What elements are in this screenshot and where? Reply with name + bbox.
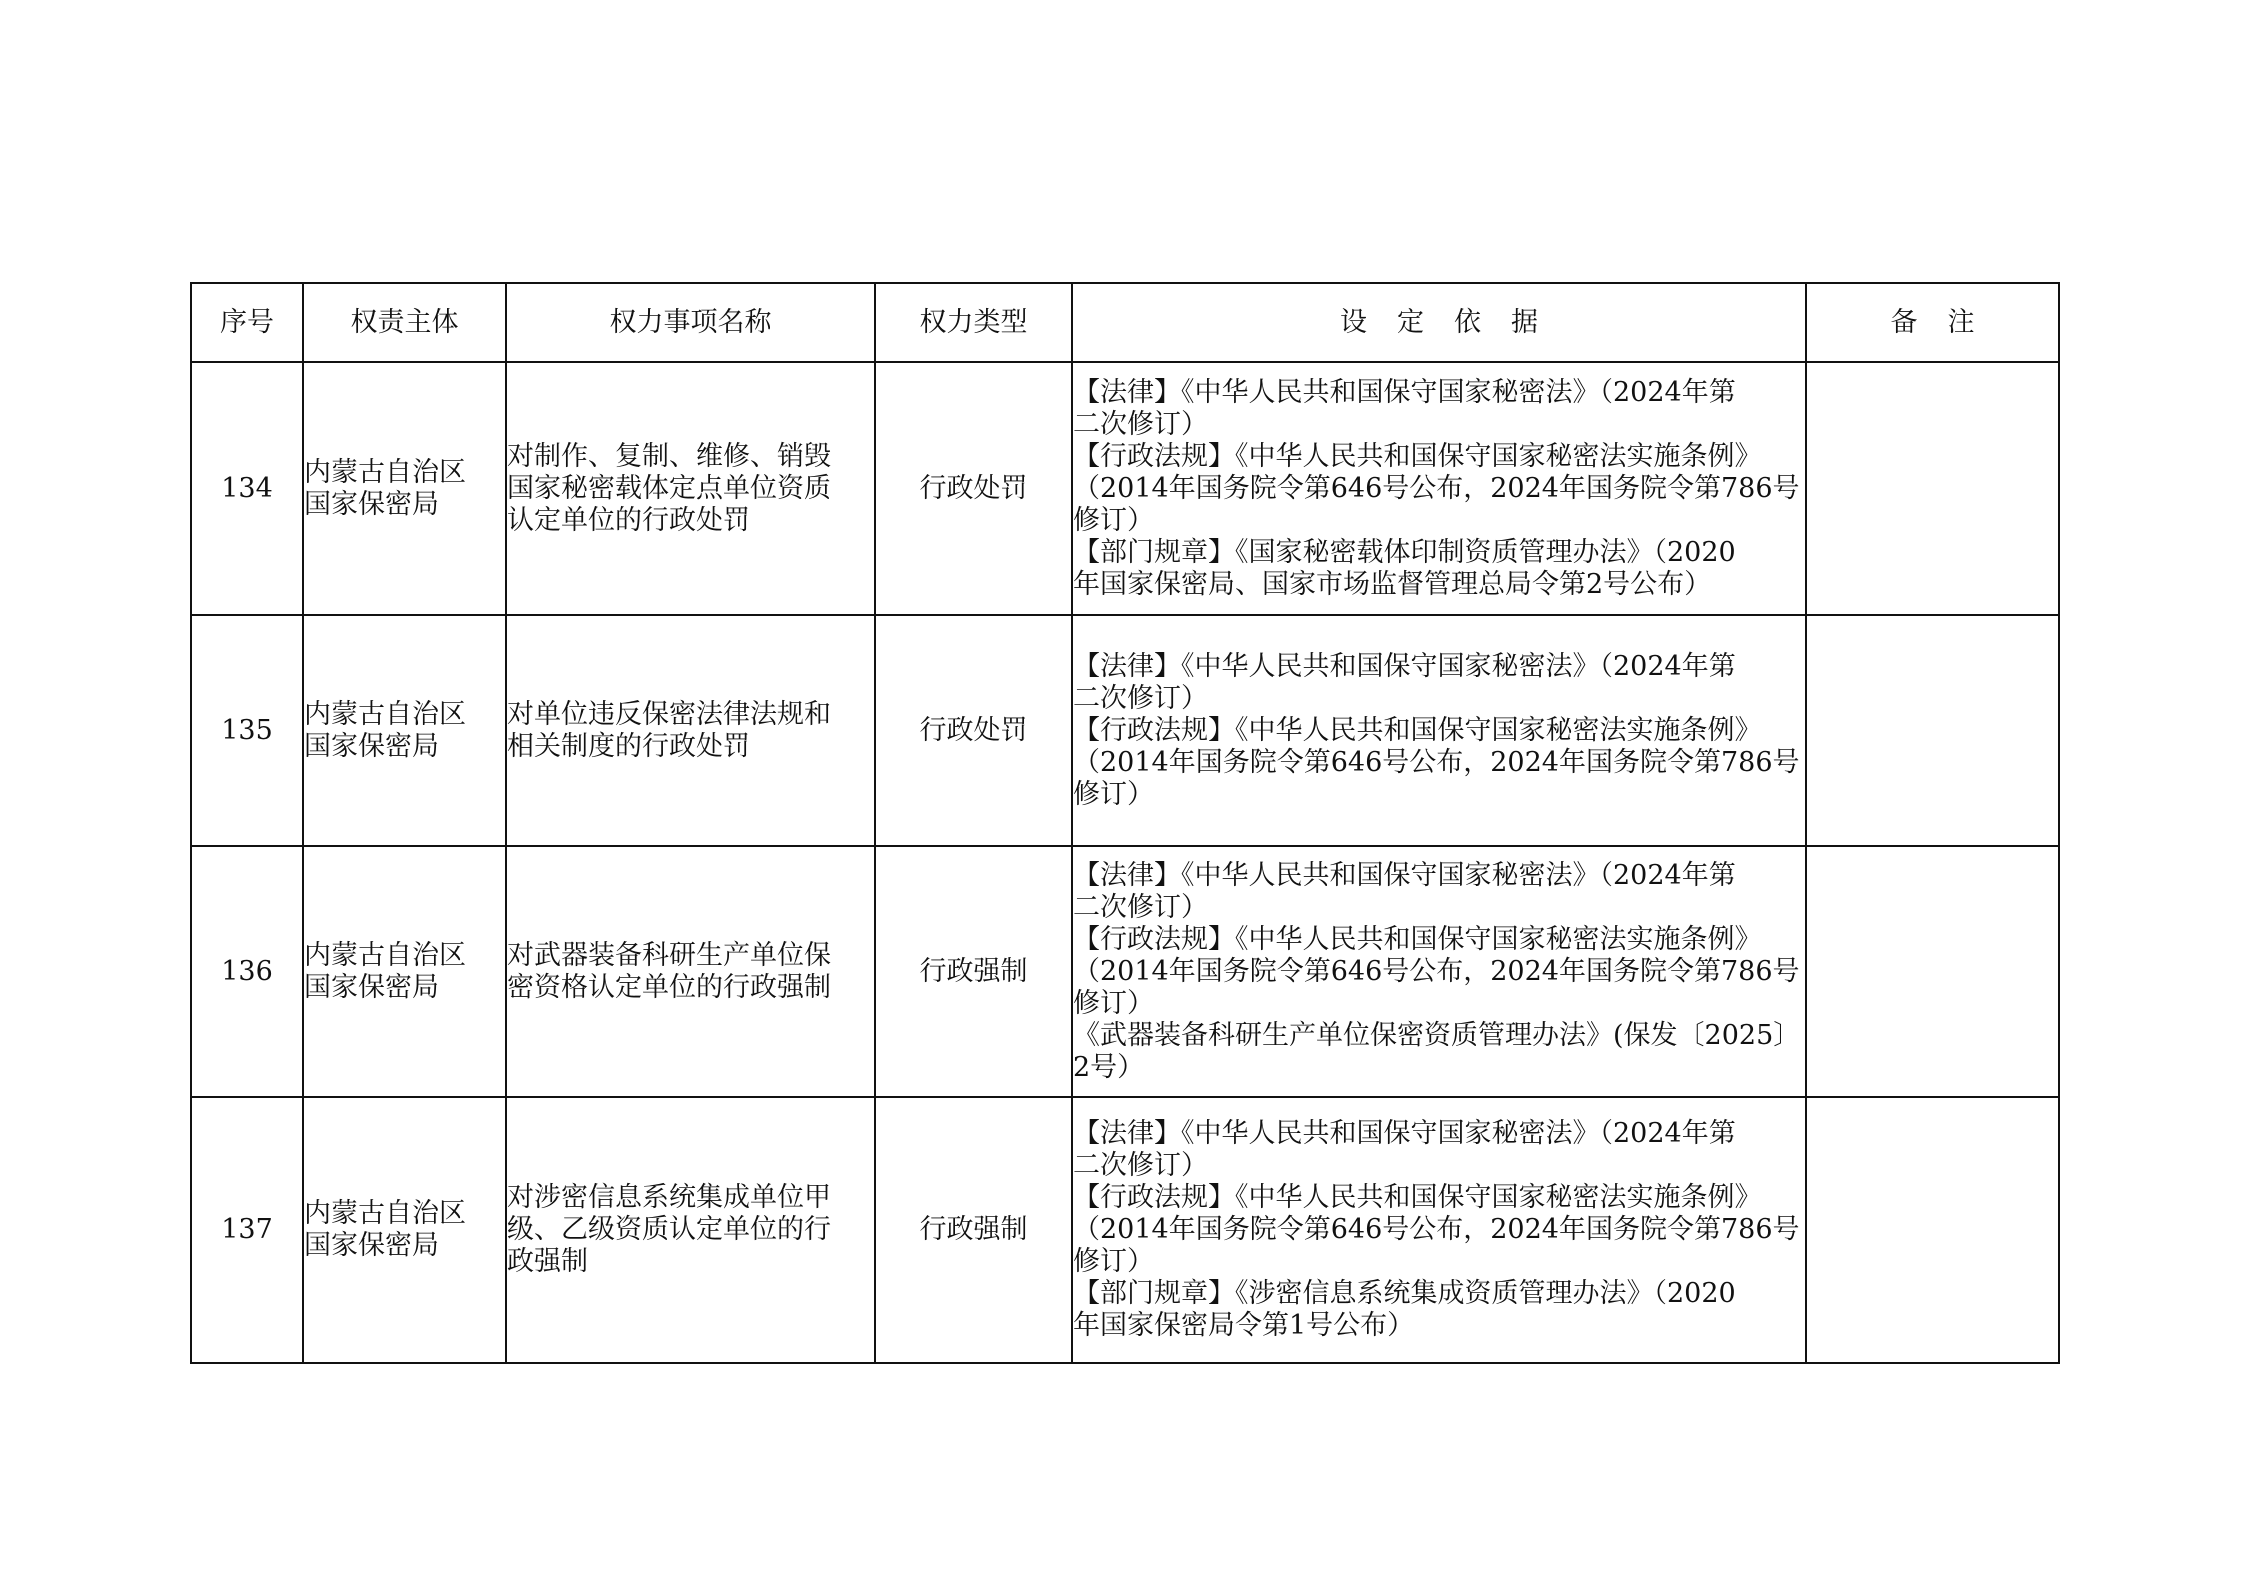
cell-seq: 137 (191, 1097, 303, 1363)
matter-line: 国家秘密载体定点单位资质 (507, 472, 831, 504)
cell-matter (506, 615, 875, 846)
table-row (191, 615, 2059, 846)
basis-line: 【法律】《中华人民共和国保守国家秘密法》（2024年第 (1073, 1118, 1736, 1149)
table-row (191, 846, 2059, 1097)
header-note (1806, 283, 2059, 362)
basis-line: 【部门规章】《国家秘密载体印制资质管理办法》（2020 (1073, 536, 1736, 568)
header-type: 权力类型 (875, 283, 1072, 362)
subject-line: 内蒙古自治区 (304, 1198, 466, 1229)
basis-line: （2014年国务院令第646号公布，2024年国务院令第786号 (1073, 472, 1800, 504)
header-basis-text: 设定依据 (1340, 306, 1568, 338)
matter-line: 对涉密信息系统集成单位甲 (507, 1182, 831, 1213)
cell-matter (506, 1097, 875, 1363)
basis-line: 【行政法规】《中华人民共和国保守国家秘密法实施条例》 (1073, 923, 1762, 955)
basis-line: 【法律】《中华人民共和国保守国家秘密法》（2024年第 (1073, 376, 1736, 408)
basis-line: 【行政法规】《中华人民共和国保守国家秘密法实施条例》 (1073, 714, 1762, 746)
cell-subject (303, 615, 506, 846)
cell-note (1806, 1097, 2059, 1363)
table-row (191, 1097, 2059, 1363)
matter-line: 级、乙级资质认定单位的行 (507, 1214, 831, 1245)
cell-type: 行政处罚 (875, 615, 1072, 846)
matter-line: 政强制 (507, 1246, 588, 1277)
basis-line: 年国家保密局、国家市场监督管理总局令第2号公布） (1073, 568, 1712, 600)
cell-basis (1072, 615, 1806, 846)
matter-line: 对制作、复制、维修、销毁 (507, 440, 831, 472)
cell-note (1806, 846, 2059, 1097)
cell-basis (1072, 846, 1806, 1097)
basis-line: 二次修订） (1073, 1150, 1208, 1181)
subject-line: 国家保密局 (304, 971, 439, 1003)
cell-basis (1072, 1097, 1806, 1363)
basis-line: 【法律】《中华人民共和国保守国家秘密法》（2024年第 (1073, 859, 1736, 891)
basis-line: （2014年国务院令第646号公布，2024年国务院令第786号 (1073, 746, 1800, 778)
subject-line: 国家保密局 (304, 488, 439, 520)
table-row (191, 362, 2059, 615)
matter-line: 相关制度的行政处罚 (507, 730, 750, 762)
matter-line: 对武器装备科研生产单位保 (507, 939, 831, 971)
cell-type: 行政处罚 (875, 362, 1072, 615)
basis-line: （2014年国务院令第646号公布，2024年国务院令第786号 (1073, 955, 1800, 987)
cell-subject (303, 1097, 506, 1363)
header-matter: 权力事项名称 (506, 283, 875, 362)
cell-matter (506, 846, 875, 1097)
subject-line: 内蒙古自治区 (304, 939, 466, 971)
table-header-row (191, 283, 2059, 362)
header-seq: 序号 (191, 283, 303, 362)
header-subject: 权责主体 (303, 283, 506, 362)
matter-line: 密资格认定单位的行政强制 (507, 971, 831, 1003)
cell-note (1806, 615, 2059, 846)
basis-line: 二次修订） (1073, 682, 1208, 714)
cell-seq: 136 (191, 846, 303, 1097)
basis-line: 【行政法规】《中华人民共和国保守国家秘密法实施条例》 (1073, 440, 1762, 472)
matter-line: 对单位违反保密法律法规和 (507, 698, 831, 730)
basis-line: 修订） (1073, 504, 1154, 536)
cell-seq: 135 (191, 615, 303, 846)
subject-line: 国家保密局 (304, 1230, 439, 1261)
basis-line: 2号） (1073, 1051, 1145, 1083)
header-basis (1072, 283, 1806, 362)
power-list-table (190, 282, 2060, 1364)
basis-line: 二次修订） (1073, 891, 1208, 923)
cell-subject (303, 362, 506, 615)
basis-line: 年国家保密局令第1号公布） (1073, 1310, 1415, 1341)
basis-line: 修订） (1073, 987, 1154, 1019)
basis-line: 二次修订） (1073, 408, 1208, 440)
basis-line: 修订） (1073, 1246, 1154, 1277)
matter-line: 认定单位的行政处罚 (507, 504, 750, 536)
subject-line: 内蒙古自治区 (304, 698, 466, 730)
subject-line: 内蒙古自治区 (304, 456, 466, 488)
basis-line: 【行政法规】《中华人民共和国保守国家秘密法实施条例》 (1073, 1182, 1762, 1213)
basis-line: （2014年国务院令第646号公布，2024年国务院令第786号 (1073, 1214, 1800, 1245)
cell-note (1806, 362, 2059, 615)
cell-subject (303, 846, 506, 1097)
cell-matter (506, 362, 875, 615)
basis-line: 【法律】《中华人民共和国保守国家秘密法》（2024年第 (1073, 650, 1736, 682)
subject-line: 国家保密局 (304, 730, 439, 762)
basis-line: 【部门规章】《涉密信息系统集成资质管理办法》（2020 (1073, 1278, 1736, 1309)
basis-line: 修订） (1073, 778, 1154, 810)
cell-seq: 134 (191, 362, 303, 615)
cell-basis (1072, 362, 1806, 615)
cell-type: 行政强制 (875, 846, 1072, 1097)
cell-type: 行政强制 (875, 1097, 1072, 1363)
header-note-text: 备注 (1890, 306, 2005, 338)
basis-line: 《武器装备科研生产单位保密资质管理办法》(保发〔2025〕 (1073, 1019, 1801, 1051)
